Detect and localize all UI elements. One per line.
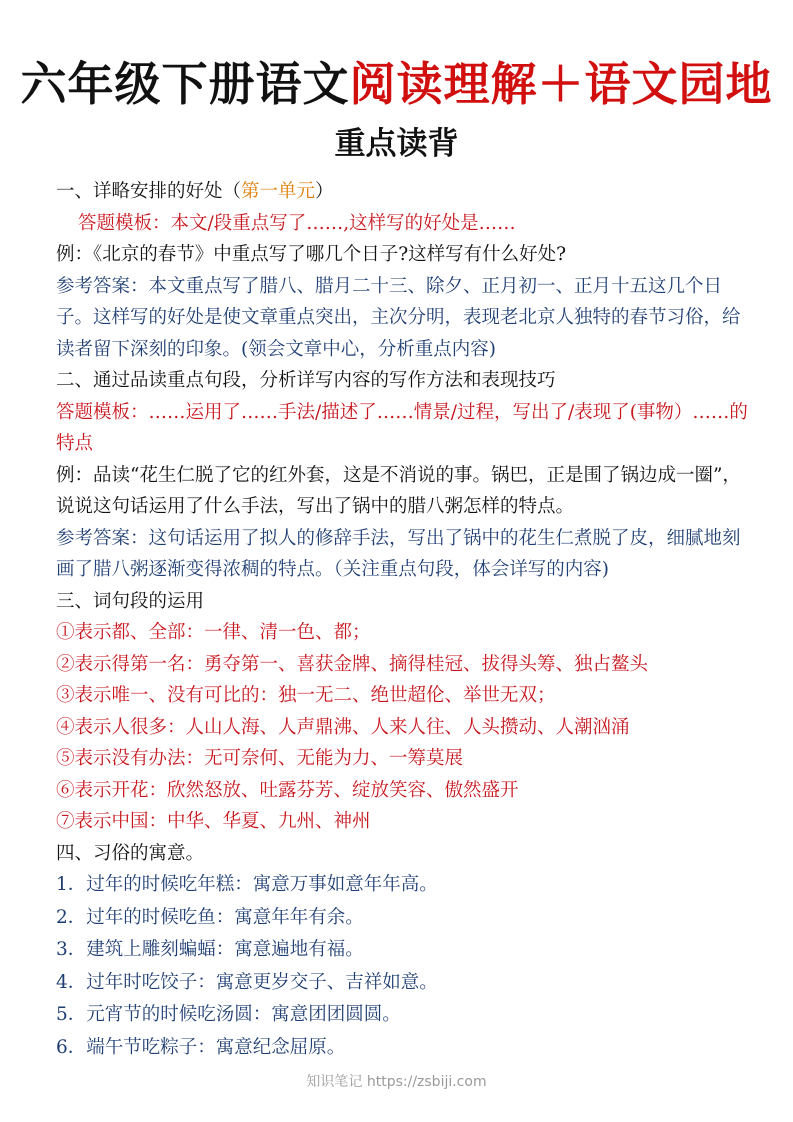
section-1-example: 例：《北京的春节》中重点写了哪几个日子?这样写有什么好处? [56,244,567,265]
custom-meaning-item: 5．元宵节的时候吃汤圆：寓意团团圆圆。 [56,1004,401,1025]
section-1-answer: 参考答案：本文重点写了腊八、腊月二十三、除夕、正月初一、正月十五这几个日子。这样写的好处是使文章重点突出，主次分明，表现老北京人独特的春节习俗，给读者留下深刻的印象。(领会文章中心，分析重点内容) [56,275,741,360]
section-1-heading-pre: 一、详略安排的好处（ [56,181,242,202]
custom-meaning-item: 6．端午节吃粽子：寓意纪念屈原。 [56,1036,346,1058]
word-usage-item: ⑤表示没有办法：无可奈何、无能为力、一筹莫展 [56,748,464,769]
section-2-heading: 二、通过品读重点句段，分析详写内容的写作方法和表现技巧 [56,370,556,391]
custom-meaning-item: 1．过年的时候吃年糕：寓意万事如意年年高。 [56,874,438,895]
title-red-part: 阅读理解＋语文园地 [349,57,773,111]
title-black-part: 六年级下册语文 [20,57,350,111]
custom-meaning-item: 4．过年时吃饺子：寓意更岁交子、吉祥如意。 [56,971,438,993]
document-body [56,176,756,1064]
custom-meaning-item: 2．过年的时候吃鱼：寓意年年有余。 [56,906,364,928]
section-1-template: 答题模板：本文/段重点写了……,这样写的好处是…… [78,212,516,234]
section-2-example: 例：品读“花生仁脱了它的红外套，这是不消说的事。锅巴，正是围了锅边成一圈”，说说这句话运用了什么手法，写出了锅中的腊八粥怎样的特点。 [56,464,741,517]
section-1-unit: 第一单元 [241,181,316,202]
word-usage-item: ③表示唯一、没有可比的：独一无二、绝世超伦、举世无双； [56,685,556,706]
word-usage-item: ①表示都、全部：一律、清一色、都； [56,622,371,643]
section-2-template: 答题模板：……运用了……手法/描述了……情景/过程，写出了/表现了(事物）……的特点 [56,401,748,454]
word-usage-item: ⑦表示中国：中华、华夏、九州、神州 [56,811,371,832]
section-1-heading [56,176,756,208]
watermark: 知识笔记 https://zsbiji.com [306,1074,487,1090]
word-usage-item: ②表示得第一名：勇夺第一、喜获金牌、摘得桂冠、拔得头筹、独占鳌头 [56,653,649,675]
page-subtitle: 重点读背 [334,126,459,162]
section-1-heading-post: ） [315,181,334,202]
custom-meaning-item: 3．建筑上雕刻蝙蝠：寓意遍地有福。 [56,939,364,960]
page-title [0,48,793,114]
section-2-answer: 参考答案：这句话运用了拟人的修辞手法，写出了锅中的花生仁煮脱了皮，细腻地刻画了腊八粥逐渐变得浓稠的特点。（关注重点句段，体会详写的内容) [56,527,741,580]
section-4-heading: 四、习俗的寓意。 [56,842,205,864]
section-3-heading: 三、词句段的运用 [56,590,205,612]
word-usage-item: ④表示人很多：人山人海、人声鼎沸、人来人往、人头攒动、人潮汹涌 [56,716,630,738]
word-usage-item: ⑥表示开花：欣然怒放、吐露芬芳、绽放笑容、傲然盛开 [56,779,519,801]
